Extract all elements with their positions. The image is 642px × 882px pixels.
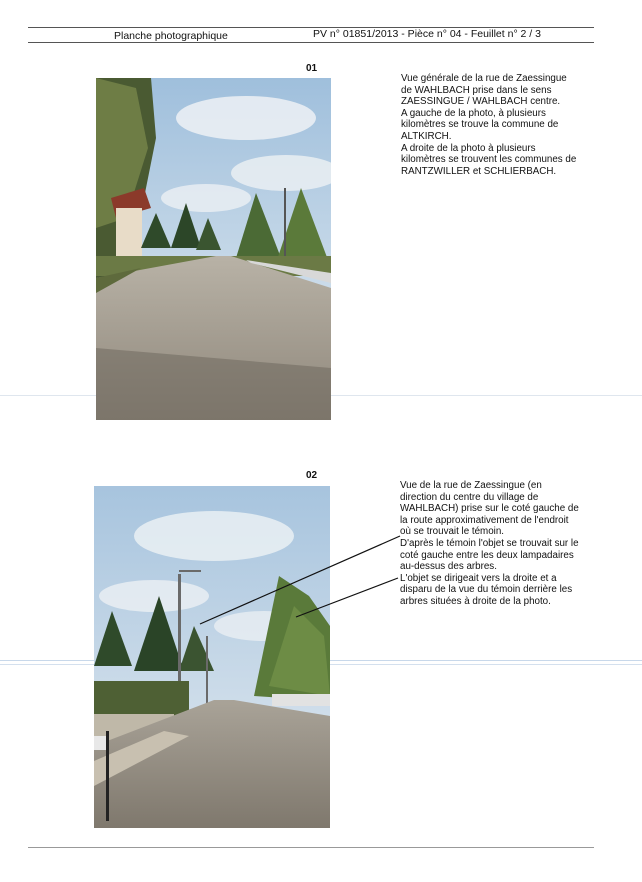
caption-line: où se trouvait le témoin. [400,526,505,538]
caption-line: la route approximativement de l'endroit [400,514,569,526]
caption-line: disparu de la vue du témoin derrière les [400,584,573,596]
caption-line: ZAESSINGUE / WAHLBACH centre. [401,96,561,108]
footer-rule [28,847,594,848]
caption-line: au-dessus des arbres. [400,561,497,573]
photo-number-02: 02 [306,470,318,481]
caption-line: de WAHLBACH prise dans le sens [401,84,552,96]
caption-line: WAHLBACH) prise sur le coté gauche de [400,503,579,515]
caption-line: Vue de la rue de Zaessingue (en [400,480,542,491]
caption-line: arbres situées à droite de la photo. [400,595,551,607]
caption-line: L'objet se dirigeait vers la droite et a [400,572,557,584]
photo-number-01: 01 [306,63,318,74]
caption-line: ALTKIRCH. [401,130,452,142]
caption-line: RANTZWILLER et SCHLIERBACH. [401,165,557,177]
header-reference: PV n° 01851/2013 - Pièce n° 04 - Feuillet n° 2 / 3 [313,28,541,40]
header-title: Planche photographique [114,30,228,42]
caption-line: A gauche de la photo, à plusieurs [401,107,546,119]
caption-line: A droite de la photo à plusieurs [401,142,536,154]
caption-line: direction du centre du village de [400,491,539,503]
caption-line: D'après le témoin l'objet se trouvait sur le [400,537,579,549]
caption-line: kilomètres se trouve la commune de [401,119,559,131]
caption-line: kilomètres se trouvent les communes de [401,154,577,166]
caption-line: Vue générale de la rue de Zaessingue [401,73,567,84]
caption-line: coté gauche entre les deux lampadaires [400,549,574,561]
